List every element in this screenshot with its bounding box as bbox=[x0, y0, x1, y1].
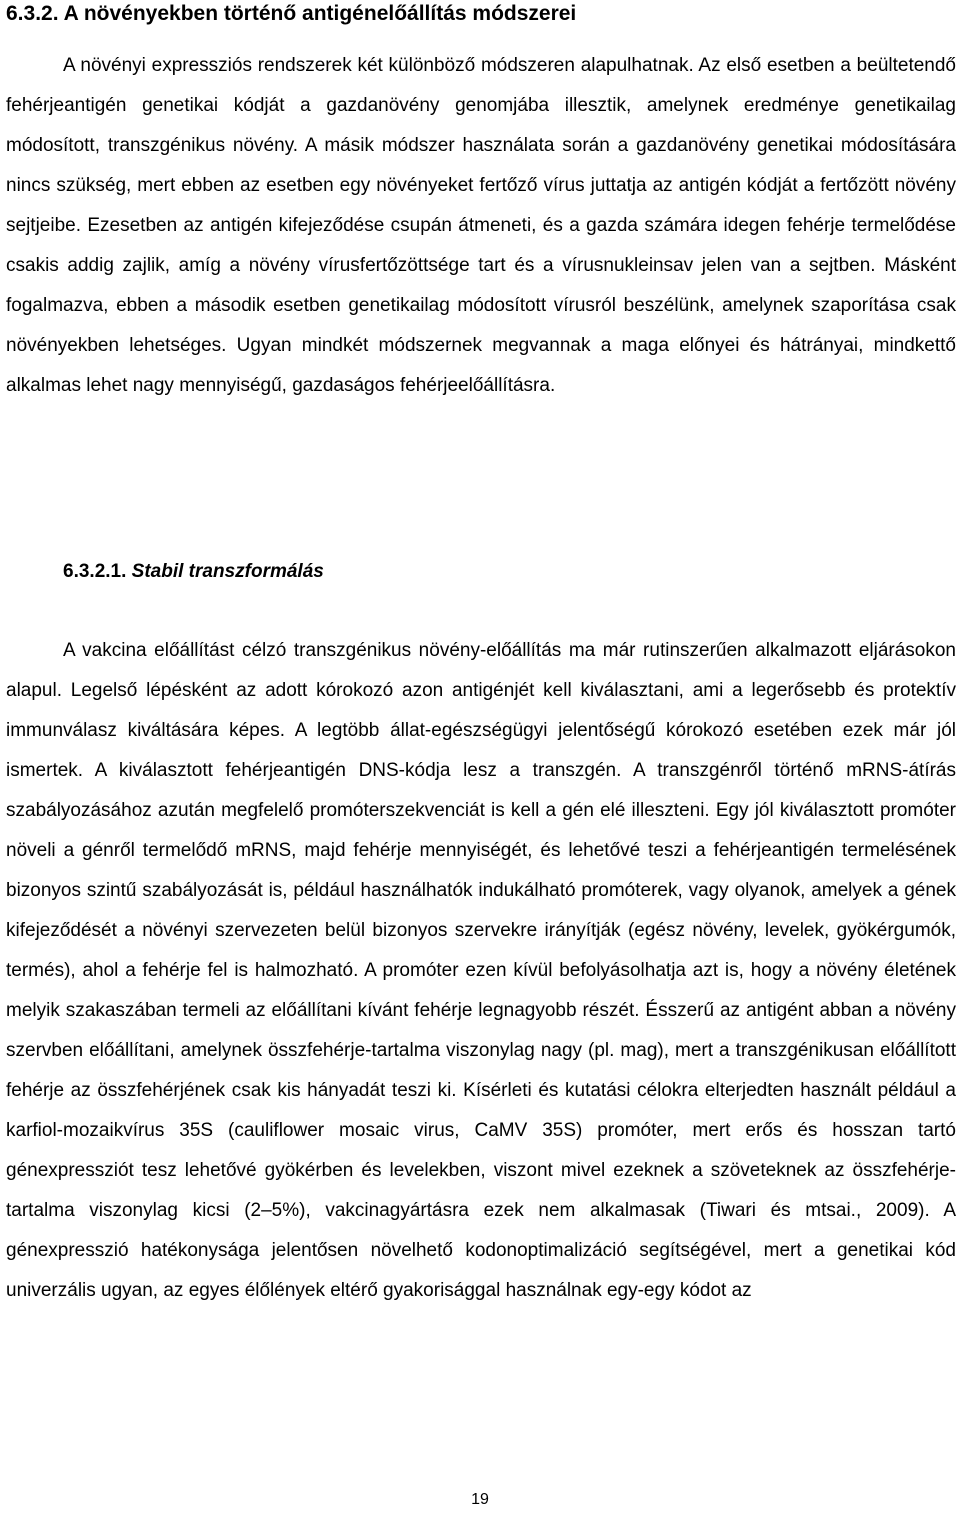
page-number: 19 bbox=[471, 1491, 489, 1508]
subsection-heading bbox=[63, 558, 324, 586]
subsection-number: 6.3.2.1. bbox=[63, 561, 127, 582]
subsection-title: Stabil transzformálás bbox=[131, 561, 324, 582]
section-heading: 6.3.2. A növényekben történő antigénelőállítás módszerei bbox=[6, 2, 577, 25]
subsection-paragraph: A vakcina előállítást célzó transzgénikus növény-előállítás ma már rutinszerűen alkalmazott eljárásokon alapul. Legelső lépésként az adott kórokozó azon antigénjét kell kiválasztani, ami a legerősebb és protektív immunválasz kiváltására képes. A legtöbb állat-egészségügyi jelentőségű kórokozó esetében ezek már jól ismertek. A kiválasztott fehérjeantigén DNS-kódja lesz a transzgén. A transzgénről történő mRNS-átírás szabályozásához azután megfelelő promóterszekvenciát is kell a gén elé illeszteni. Egy jól kiválasztott promóter növeli a génről termelődő mRNS, majd fehérje mennyiségét, és lehetővé teszi a fehérjeantigén termelésének bizonyos szintű szabályozását is, például használhatók indukálható promóterek, vagy olyanok, amelyek a gének kifejeződését a növényi szervezeten belül bizonyos szervekre irányítják (egész növény, levelek, gyökérgumók, termés), ahol a fehérje fel is halmozható. A promóter ezen kívül befolyásolhatja azt is, hogy a növény életének melyik szakaszában termeli az előállítani kívánt fehérje legnagyobb részét. Ésszerű az antigént abban a növény szervben előállítani, amelynek összfehérje-tartalma viszonylag nagy (pl. mag), mert a transzgénikusan előállított fehérje az összfehérjének csak kis hányadát teszi ki. Kísérleti és kutatási célokra elterjedten használt például a karfiol-mozaikvírus 35S (cauliflower mosaic virus, CaMV 35S) promóter, mert erős és hosszan tartó génexpressziót tesz lehetővé gyökérben és levelekben, viszont mivel ezeknek a szöveteknek az összfehérje-tartalma viszonylag kicsi (2–5%), vakcinagyártásra ezek nem alkalmasak (Tiwari és mtsai., 2009). A génexpresszió hatékonysága jelentősen növelhető kodonoptimalizáció segítségével, mert a genetikai kód univerzális ugyan, az egyes élőlények eltérő gyakorisággal használnak egy-egy kódot az bbox=[6, 640, 956, 1301]
section-paragraph: A növényi expressziós rendszerek két különböző módszeren alapulhatnak. Az első esetben a beültetendő fehérjeantigén genetikai kódját a gazdanövény genomjába illesztik, amelynek eredménye genetikailag módosított, transzgénikus növény. A másik módszer használata során a gazdanövény genetikai módosítására nincs szükség, mert ebben az esetben egy növényeket fertőző vírus juttatja az antigén kódját a fertőzött növény sejtjeibe. Ezesetben az antigén kifejeződése csupán átmeneti, és a gazda számára idegen fehérje termelődése csakis addig zajlik, amíg a növény vírusfertőzöttsége tart és a vírusnukleinsav jelen van a sejtben. Másként fogalmazva, ebben a második esetben genetikailag módosított vírusról beszélünk, amelynek szaporítása csak növényekben lehetséges. Ugyan mindkét módszernek megvannak a maga előnyei és hátrányai, mindkettő alkalmas lehet nagy mennyiségű, gazdaságos fehérjeelőállításra. bbox=[6, 55, 956, 396]
